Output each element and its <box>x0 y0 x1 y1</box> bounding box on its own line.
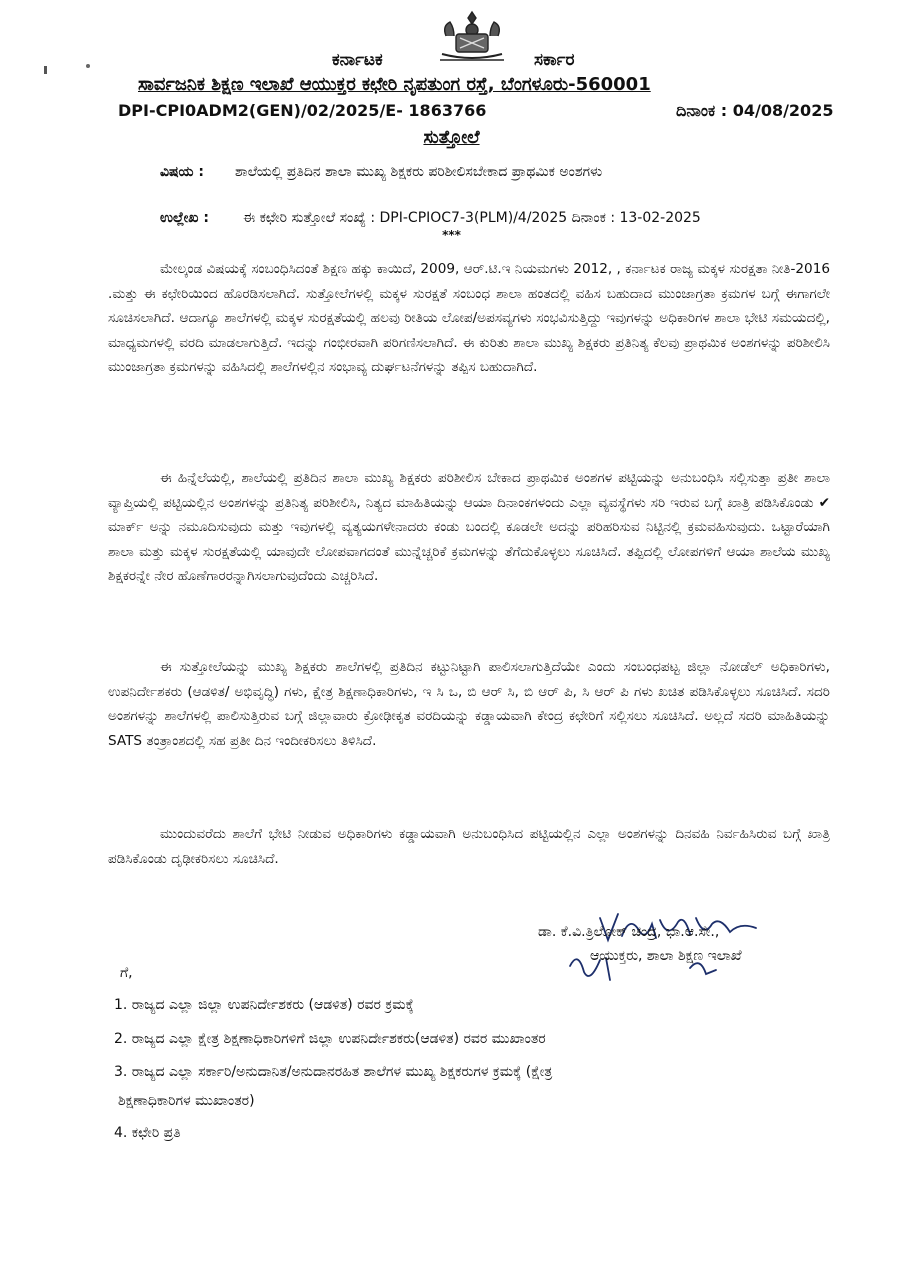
reference-label: ಉಲ್ಲೇಖ : <box>160 210 209 226</box>
paragraph-1: ಮೇಲ್ಕಂಡ ವಿಷಯಕ್ಕೆ ಸಂಬಂಧಿಸಿದಂತೆ ಶಿಕ್ಷಣ ಹಕ್ಕು ಕಾಯಿದೆ, 2009, ಆರ್.ಟಿ.ಇ ನಿಯಮಗಳು 2012, , ಕರ್ನಾಟಕ ರಾಜ್ಯ ಮಕ್ಕಳ ಸುರಕ್ಷತಾ ನೀತಿ-2016 .ಮತ್ತು ಈ ಕಛೇರಿಯಿಂದ ಹೊರಡಿಸಲಾಗಿದೆ. ಸುತ್ತೋಲೆಗಳಲ್ಲಿ ಮಕ್ಕಳ ಸುರಕ್ಷತೆ ಸಂಬಂಧ ಶಾಲಾ ಹಂತದಲ್ಲಿ ವಹಿಸ ಬಹುದಾದ ಮುಂಜಾಗ್ರತಾ ಕ್ರಮಗಳ ಬಗ್ಗೆ ಈಗಾಗಲೇ ಸೂಚಿಸಲಾಗಿದೆ. ಆದಾಗ್ಯೂ ಶಾಲೆಗಳಲ್ಲಿ ಮಕ್ಕಳ ಸುರಕ್ಷತೆಯಲ್ಲಿ ಹಲವು ರೀತಿಯ ಲೋಪ/ಅಪಸವ್ಯಗಳು ಸಂಭವಿಸುತ್ತಿದ್ದು ಇವುಗಳನ್ನು ಅಧಿಕಾರಿಗಳ ಶಾಲಾ ಭೇಟಿ ಸಮಯದಲ್ಲಿ, ಮಾಧ್ಯಮಗಳಲ್ಲಿ ವರದಿ ಮಾಡಲಾಗುತ್ತಿದೆ. ಇದನ್ನು ಗಂಭೀರವಾಗಿ ಪರಿಗಣಿಸಲಾಗಿದೆ. ಈ ಕುರಿತು ಶಾಲಾ ಮುಖ್ಯ ಶಿಕ್ಷಕರು ಪ್ರತಿನಿತ್ಯ ಕೆಲವು ಪ್ರಾಥಮಿಕ ಅಂಶಗಳನ್ನು ಪರಿಶೀಲಿಸಿ ಮುಂಜಾಗ್ರತಾ ಕ್ರಮಗಳನ್ನು ವಹಿಸಿದಲ್ಲಿ ಶಾಲೆಗಳಲ್ಲಿನ ಸಂಭಾವ್ಯ ದುರ್ಘಟನೆಗಳನ್ನು ತಪ್ಪಿಸ ಬಹುದಾಗಿದೆ. <box>108 261 830 375</box>
distribution-item: 4. ಕಛೇರಿ ಪ್ರತಿ <box>114 1125 181 1141</box>
document-date: ದಿನಾಂಕ : 04/08/2025 <box>676 101 834 120</box>
paragraph-3: ಈ ಸುತ್ತೋಲೆಯನ್ನು ಮುಖ್ಯ ಶಿಕ್ಷಕರು ಶಾಲೆಗಳಲ್ಲಿ ಪ್ರತಿದಿನ ಕಟ್ಟುನಿಟ್ಟಾಗಿ ಪಾಲಿಸಲಾಗುತ್ತಿದೆಯೇ ಎಂದು ಸಂಬಂಧಪಟ್ಟ ಜಿಲ್ಲಾ ನೋಡೆಲ್ ಅಧಿಕಾರಿಗಳು, ಉಪನಿರ್ದೇಶಕರು (ಆಡಳಿತ/ ಅಭಿವೃದ್ಧಿ) ಗಳು, ಕ್ಷೇತ್ರ ಶಿಕ್ಷಣಾಧಿಕಾರಿಗಳು, ಇ ಸಿ ಒ, ಬಿ ಆರ್ ಸಿ, ಬಿ ಆರ್ ಪಿ, ಸಿ ಆರ್ ಪಿ ಗಳು ಖಚಿತ ಪಡಿಸಿಕೊಳ್ಳಲು ಸೂಚಿಸಿದೆ. ಸದರಿ ಅಂಶಗಳನ್ನು ಶಾಲೆಗಳಲ್ಲಿ ಪಾಲಿಸುತ್ತಿರುವ ಬಗ್ಗೆ ಜಿಲ್ಲಾವಾರು ಕ್ರೋಢೀಕೃತ ವರದಿಯನ್ನು ಕಡ್ಡಾಯವಾಗಿ ಕೇಂದ್ರ ಕಛೇರಿಗೆ ಸಲ್ಲಿಸಲು ಸೂಚಿಸಿದೆ. ಅಲ್ಲದೆ ಸದರಿ ಮಾಹಿತಿಯನ್ನು SATS ತಂತ್ರಾಂಶದಲ್ಲಿ ಸಹ ಪ್ರತೀ ದಿನ ಇಂದೀಕರಿಸಲು ತಿಳಿಸಿದೆ. <box>108 659 830 749</box>
department-address: ಸಾರ್ವಜನಿಕ ಶಿಕ್ಷಣ ಇಲಾಖೆ ಆಯುಕ್ತರ ಕಛೇರಿ ನೃಪತುಂಗ ರಸ್ತೆ, ಬೆಂಗಳೂರು-560001 <box>138 74 651 95</box>
subject-text: ಶಾಲೆಯಲ್ಲಿ ಪ್ರತಿದಿನ ಶಾಲಾ ಮುಖ್ಯ ಶಿಕ್ಷಕರು ಪರಿಶೀಲಿಸಬೇಕಾದ ಪ್ರಾಥಮಿಕ ಅಂಶಗಳು <box>235 164 603 180</box>
distribution-item-continuation: ಶಿಕ್ಷಣಾಧಿಕಾರಿಗಳ ಮುಖಾಂತರ) <box>118 1093 255 1109</box>
signatory-name: ಡಾ. ಕೆ.ವಿ.ತ್ರಿಲೋಕ್ ಚಂದ್ರ, ಭಾ.ಆ.ಸೇ., <box>538 924 720 940</box>
margin-mark <box>44 66 47 74</box>
distribution-item: 2. ರಾಜ್ಯದ ಎಲ್ಲಾ ಕ್ಷೇತ್ರ ಶಿಕ್ಷಣಾಧಿಕಾರಿಗಳಿಗೆ ಜಿಲ್ಲಾ ಉಪನಿರ್ದೇಶಕರು(ಆಡಳಿತ) ರವರ ಮುಖಾಂತರ <box>114 1031 546 1047</box>
distribution-to-label: ಗೆ, <box>120 965 133 981</box>
state-name-left: ಕರ್ನಾಟಕ <box>332 50 383 70</box>
reference-number: DPI-CPI0ADM2(GEN)/02/2025/E- 1863766 <box>118 101 487 120</box>
distribution-item: 1. ರಾಜ್ಯದ ಎಲ್ಲಾ ಜಿಲ್ಲಾ ಉಪನಿರ್ದೇಶಕರು (ಆಡಳಿತ) ರವರ ಕ್ರಮಕ್ಕೆ <box>114 997 414 1013</box>
distribution-item: 3. ರಾಜ್ಯದ ಎಲ್ಲಾ ಸರ್ಕಾರಿ/ಅನುದಾನಿತ/ಅನುದಾನರಹಿತ ಶಾಲೆಗಳ ಮುಖ್ಯ ಶಿಕ್ಷಕರುಗಳ ಕ್ರಮಕ್ಕೆ (ಕ್ಷೇತ್ರ <box>114 1064 553 1080</box>
state-emblem-icon <box>432 8 512 66</box>
circular-title: ಸುತ್ತೋಲೆ <box>423 127 480 148</box>
state-name-right: ಸರ್ಕಾರ <box>534 50 575 70</box>
separator: *** <box>442 228 461 242</box>
paragraph-4: ಮುಂದುವರೆದು ಶಾಲೆಗೆ ಭೇಟಿ ನೀಡುವ ಅಧಿಕಾರಿಗಳು ಕಡ್ಡಾಯವಾಗಿ ಅನುಬಂಧಿಸಿದ ಪಟ್ಟಿಯಲ್ಲಿನ ಎಲ್ಲಾ ಅಂಶಗಳನ್ನು ದಿನವಹಿ ನಿರ್ವಹಿಸಿರುವ ಬಗ್ಗೆ ಖಾತ್ರಿ ಪಡಿಸಿಕೊಂಡು ದೃಢೀಕರಿಸಲು ಸೂಚಿಸಿದೆ. <box>108 826 830 867</box>
paragraph-2: ಈ ಹಿನ್ನೆಲೆಯಲ್ಲಿ, ಶಾಲೆಯಲ್ಲಿ ಪ್ರತಿದಿನ ಶಾಲಾ ಮುಖ್ಯ ಶಿಕ್ಷಕರು ಪರಿಶೀಲಿಸ ಬೇಕಾದ ಪ್ರಾಥಮಿಕ ಅಂಶಗಳ ಪಟ್ಟಿಯನ್ನು ಅನುಬಂಧಿಸಿ ಸಲ್ಲಿಸುತ್ತಾ ಪ್ರತೀ ಶಾಲಾ ವ್ಯಾಪ್ತಿಯಲ್ಲಿ ಪಟ್ಟಿಯಲ್ಲಿನ ಅಂಶಗಳನ್ನು ಪ್ರತಿನಿತ್ಯ ಪರಿಶೀಲಿಸಿ, ನಿತ್ಯದ ಮಾಹಿತಿಯನ್ನು ಆಯಾ ದಿನಾಂಕಗಳಂದು ಎಲ್ಲಾ ವ್ಯವಸ್ಥೆಗಳು ಸರಿ ಇರುವ ಬಗ್ಗೆ ಖಾತ್ರಿ ಪಡಿಸಿಕೊಂಡು ✔ ಮಾರ್ಕ್ ಅನ್ನು ನಮೂದಿಸುವುದು ಮತ್ತು ಇವುಗಳಲ್ಲಿ ವ್ಯತ್ಯಯಗಳೇನಾದರು ಕಂಡು ಬಂದಲ್ಲಿ ಕೂಡಲೇ ಅದನ್ನು ಪರಿಹರಿಸುವ ನಿಟ್ಟಿನಲ್ಲಿ ಕ್ರಮವಹಿಸುವುದು. ಒಟ್ಟಾರೆಯಾಗಿ ಶಾಲಾ ಮತ್ತು ಮಕ್ಕಳ ಸುರಕ್ಷತೆಯಲ್ಲಿ ಯಾವುದೇ ಲೋಪವಾಗದಂತೆ ಮುನ್ನೆಚ್ಚರಿಕೆ ಕ್ರಮಗಳನ್ನು ತೆಗೆದುಕೊಳ್ಳಲು ಸೂಚಿಸಿದೆ. ತಪ್ಪಿದಲ್ಲಿ ಲೋಪಗಳಿಗೆ ಆಯಾ ಶಾಲೆಯ ಮುಖ್ಯ ಶಿಕ್ಷಕರನ್ನೇ ನೇರ ಹೊಣೆಗಾರರನ್ನಾಗಿಸಲಾಗುವುದೆಂದು ಎಚ್ಚರಿಸಿದೆ. <box>108 470 830 584</box>
margin-dot <box>86 64 90 68</box>
reference-text: ಈ ಕಛೇರಿ ಸುತ್ತೋಲೆ ಸಂಖ್ಯೆ : DPI-CPIOC7-3(PLM)/4/2025 ದಿನಾಂಕ : 13-02-2025 <box>243 210 701 226</box>
subject-label: ವಿಷಯ : <box>160 164 205 180</box>
signatory-designation: ಆಯುಕ್ತರು, ಶಾಲಾ ಶಿಕ್ಷಣ ಇಲಾಖೆ <box>590 948 742 964</box>
